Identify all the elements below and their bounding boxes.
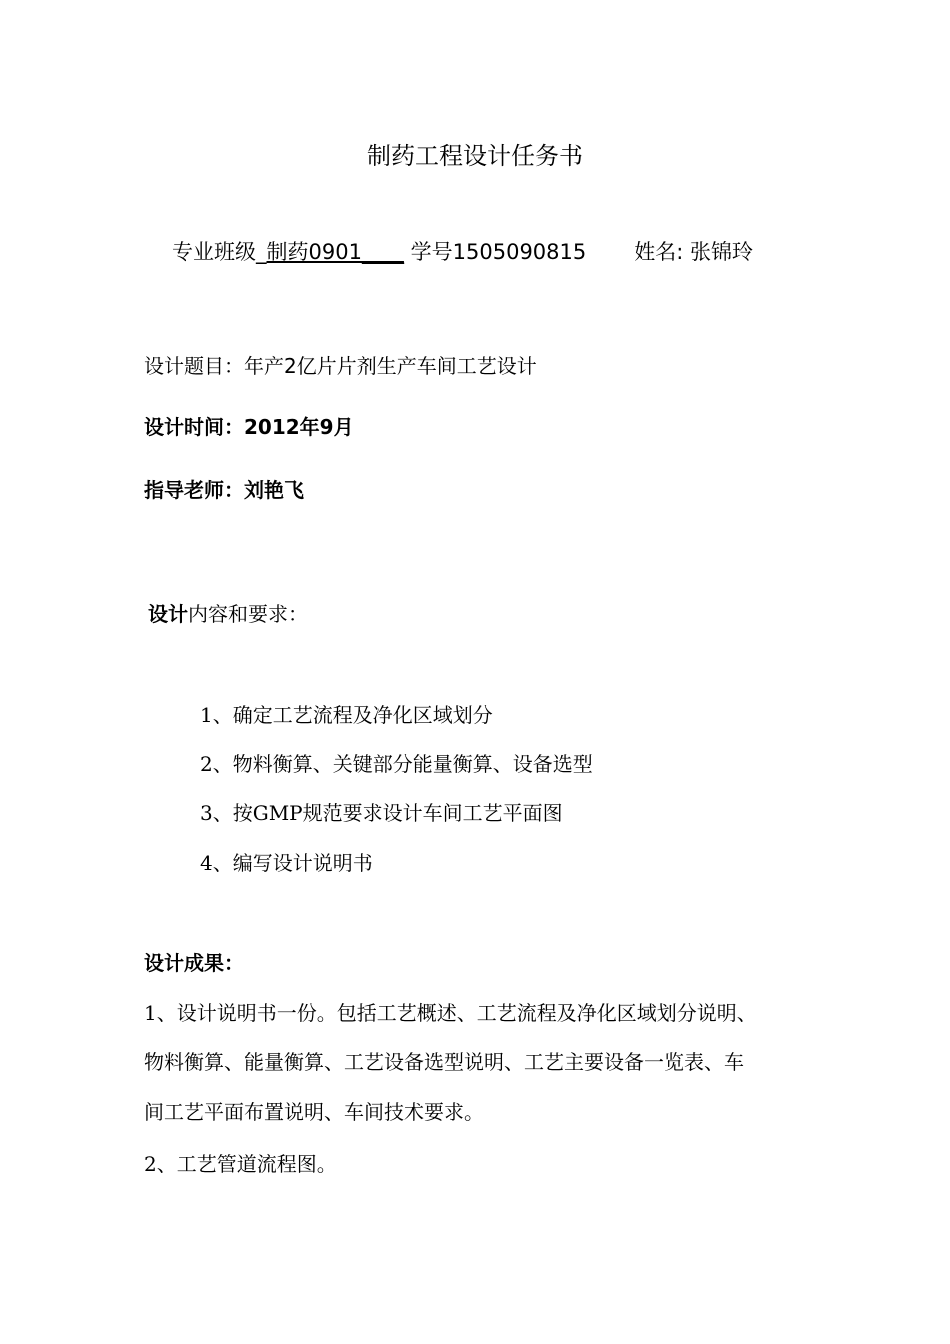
student-id-label: 学号 (410, 240, 453, 264)
results-line: 间工艺平面布置说明、车间技术要求。 (144, 1100, 484, 1124)
class-value: 制药0901____ (266, 240, 404, 264)
student-id-value: 1505090815 (452, 240, 587, 264)
requirement-item: 4、编写设计说明书 (200, 851, 373, 875)
document-title: 制药工程设计任务书 (367, 142, 583, 170)
requirement-item: 3、按GMP规范要求设计车间工艺平面图 (200, 801, 563, 825)
results-line: 物料衡算、能量衡算、工艺设备选型说明、工艺主要设备一览表、车 (144, 1050, 744, 1074)
results-line: 1、设计说明书一份。包括工艺概述、工艺流程及净化区域划分说明、 (144, 1001, 757, 1025)
requirements-heading-rest: 内容和要求： (188, 602, 308, 626)
results-line: 2、工艺管道流程图。 (144, 1152, 337, 1176)
requirement-item: 2、物料衡算、关键部分能量衡算、设备选型 (200, 752, 593, 776)
results-heading: 设计成果： (144, 951, 244, 975)
requirement-item: 1、确定工艺流程及净化区域划分 (200, 703, 493, 727)
requirements-heading-bold: 设计 (148, 602, 188, 626)
student-info-line (172, 236, 753, 266)
name-label: 姓名: (634, 240, 684, 264)
name-value: 张锦玲 (690, 240, 754, 264)
design-time: 设计时间：2012年9月 (144, 415, 354, 439)
class-label: 专业班级_ (172, 240, 267, 264)
requirements-heading (148, 598, 308, 627)
design-topic: 设计题目：年产2亿片片剂生产车间工艺设计 (144, 354, 537, 378)
advisor: 指导老师：刘艳飞 (144, 478, 304, 502)
